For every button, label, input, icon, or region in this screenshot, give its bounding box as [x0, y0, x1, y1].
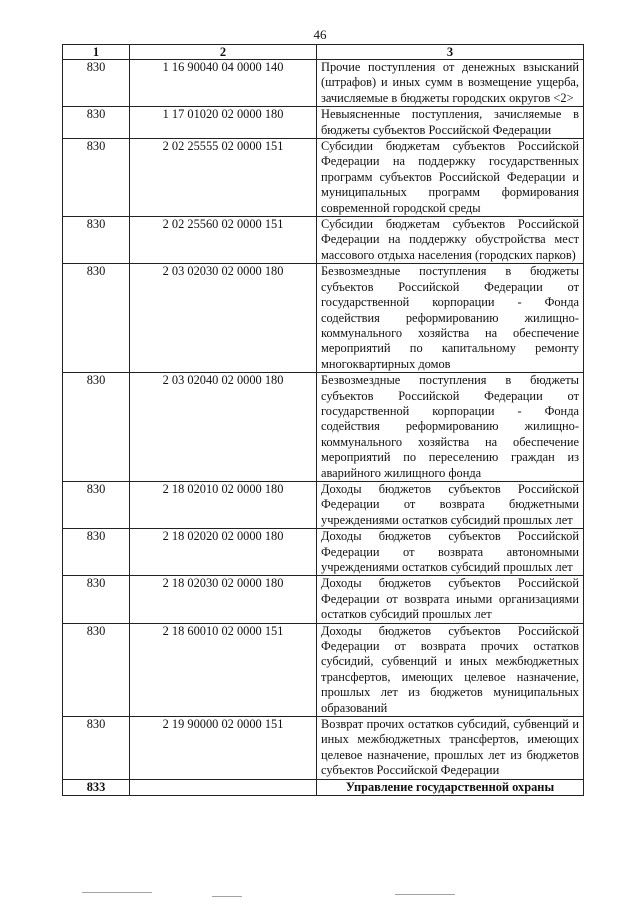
admin-code-cell: 830 [63, 717, 130, 780]
budget-classification-code-cell: 2 18 02010 02 0000 180 [130, 481, 317, 528]
table-row [63, 264, 584, 373]
admin-code-cell: 830 [63, 623, 130, 716]
admin-code-cell: 830 [63, 264, 130, 373]
section-code [130, 779, 317, 795]
revenue-description-cell: Субсидии бюджетам субъектов Российской Федерации на поддержку обустройства мест массового отдыха населения (городских парков) [317, 217, 584, 264]
revenue-description-cell: Субсидии бюджетам субъектов Российской Федерации на поддержку государственных программ субъектов Российской Федерации и муниципальных программ формирования современной городской среды [317, 139, 584, 217]
revenue-description-cell: Доходы бюджетов субъектов Российской Федерации от возврата бюджетными учреждениями остатков субсидий прошлых лет [317, 481, 584, 528]
admin-code-cell: 830 [63, 60, 130, 107]
section-title: Управление государственной охраны [317, 779, 584, 795]
budget-classification-code-cell: 2 02 25555 02 0000 151 [130, 139, 317, 217]
revenue-codes-table [62, 44, 584, 796]
budget-classification-code-cell: 2 03 02040 02 0000 180 [130, 373, 317, 482]
budget-classification-code-cell: 2 18 02030 02 0000 180 [130, 576, 317, 623]
scan-artifact-line [395, 894, 455, 895]
table-header-row [63, 45, 584, 60]
budget-classification-code-cell: 1 17 01020 02 0000 180 [130, 107, 317, 139]
admin-code-cell: 830 [63, 217, 130, 264]
column-header-admin: 1 [63, 45, 130, 60]
table-row [63, 576, 584, 623]
budget-classification-code-cell: 2 19 90000 02 0000 151 [130, 717, 317, 780]
section-admin-code: 833 [63, 779, 130, 795]
page-number: 46 [313, 27, 327, 42]
admin-code-cell: 830 [63, 373, 130, 482]
scan-artifact-line [212, 896, 242, 897]
table-row [63, 481, 584, 528]
revenue-description-cell: Невыясненные поступления, зачисляемые в бюджеты субъектов Российской Федерации [317, 107, 584, 139]
revenue-description-cell: Прочие поступления от денежных взысканий (штрафов) и иных сумм в возмещение ущерба, зачисляемые в бюджеты городских округов <2> [317, 60, 584, 107]
revenue-description-cell: Безвозмездные поступления в бюджеты субъектов Российской Федерации от государственной корпорации - Фонда содействия реформированию жилищно-коммунального хозяйства на обеспечение мероприятий по переселению граждан из аварийного жилищного фонда [317, 373, 584, 482]
budget-classification-code-cell: 1 16 90040 04 0000 140 [130, 60, 317, 107]
admin-code-cell: 830 [63, 481, 130, 528]
table-row [63, 529, 584, 576]
budget-classification-code-cell: 2 18 60010 02 0000 151 [130, 623, 317, 716]
table-row [63, 717, 584, 780]
budget-classification-code-cell: 2 02 25560 02 0000 151 [130, 217, 317, 264]
budget-classification-code-cell: 2 18 02020 02 0000 180 [130, 529, 317, 576]
admin-code-cell: 830 [63, 139, 130, 217]
revenue-description-cell: Возврат прочих остатков субсидий, субвенций и иных межбюджетных трансфертов, имеющих целевое назначение, прошлых лет из бюджетов субъектов Российской Федерации [317, 717, 584, 780]
admin-code-cell: 830 [63, 576, 130, 623]
section-row [63, 779, 584, 795]
column-header-description: 3 [317, 45, 584, 60]
admin-code-cell: 830 [63, 107, 130, 139]
table-row [63, 623, 584, 716]
revenue-description-cell: Доходы бюджетов субъектов Российской Федерации от возврата иными организациями остатков субсидий прошлых лет [317, 576, 584, 623]
budget-classification-code-cell: 2 03 02030 02 0000 180 [130, 264, 317, 373]
table-row [63, 60, 584, 107]
table-row [63, 139, 584, 217]
admin-code-cell: 830 [63, 529, 130, 576]
revenue-description-cell: Доходы бюджетов субъектов Российской Федерации от возврата автономными учреждениями остатков субсидий прошлых лет [317, 529, 584, 576]
table-row [63, 217, 584, 264]
scan-artifact-line [82, 892, 152, 893]
table-row [63, 107, 584, 139]
column-header-code: 2 [130, 45, 317, 60]
revenue-description-cell: Доходы бюджетов субъектов Российской Федерации от возврата прочих остатков субсидий, субвенций и иных межбюджетных трансфертов, имеющих целевое назначение, прошлых лет из бюджетов муниципальных образований [317, 623, 584, 716]
revenue-description-cell: Безвозмездные поступления в бюджеты субъектов Российской Федерации от государственной корпорации - Фонда содействия реформированию жилищно-коммунального хозяйства на обеспечение мероприятий по капитальному ремонту многоквартирных домов [317, 264, 584, 373]
table-row [63, 373, 584, 482]
